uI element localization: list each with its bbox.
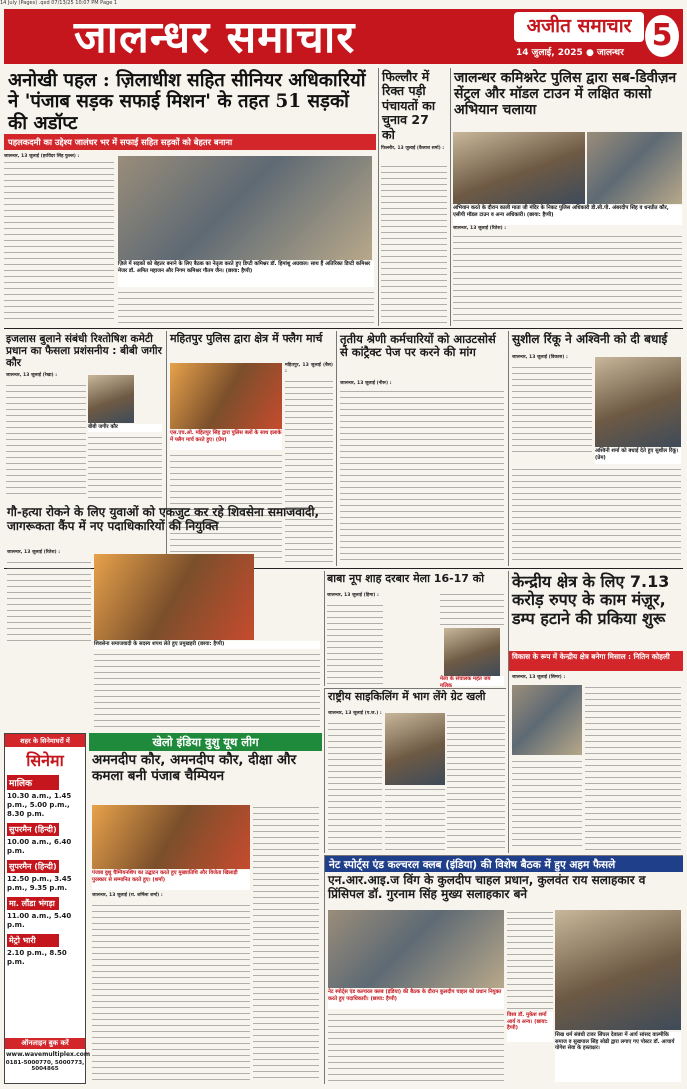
story-jagir-kaur-headline: इजलास बुलाने संबंधी रिश्तोषिश कमेटी प्रधान का फैसला प्रशंसनीय : बीबी जगीर कौर xyxy=(6,333,162,370)
body-lines xyxy=(585,685,681,851)
story-caso-headline: जालन्धर कमिश्नरेट पुलिस द्वारा सब-डिवीज़न सेंट्रल और मॉडल टाउन में लक्षित कासो अभियान चलाया xyxy=(454,70,677,119)
story-adopt-roads-headline: अनोखी पहल : ज़िलाधीश सहित सीनियर अधिकारियों ने 'पंजाब सड़क सफाई मिशन' के तहत 51 सड़कों की अडॉप्ट xyxy=(8,70,366,134)
caso-photo-2 xyxy=(587,132,682,204)
story-flag-march-dateline: महितपुर, 13 जुलाई (बैस) : xyxy=(285,363,333,375)
story-adopt-roads-subhead: पहलकदमी का उद्देश्य जालंधर भर में सफाई सहित सड़कों को बेहतर बनाना xyxy=(4,134,376,150)
story-great-khali-body xyxy=(328,711,382,717)
story-adopt-roads-body-col1 xyxy=(4,154,114,326)
masthead-city: जालन्धर xyxy=(596,48,624,58)
body-lines xyxy=(512,365,592,457)
handover-caption: विश्व डॉ. मुकेश शर्मा आर्य व अन्य। (छाया: हैप्पी) xyxy=(507,1012,553,1042)
flag-march-photo xyxy=(170,363,282,429)
masthead-date: 14 जुलाई, 2025 xyxy=(516,48,583,58)
jagir-kaur-caption: बीबी जगीर कौर xyxy=(88,424,162,432)
cinema-phone: 0181-5000770, 5000773, 5004865 xyxy=(5,1060,85,1072)
story-wushu-body xyxy=(92,893,250,899)
story-outsource xyxy=(336,331,506,566)
masthead-publisher: अजीत समाचार xyxy=(526,15,632,37)
page-number-text: 5 xyxy=(651,18,673,53)
body-lines-lower xyxy=(118,290,374,326)
cinema-entry-times: 11.00 a.m., 5.40 p.m. xyxy=(7,912,72,929)
story-wushu-dateline: जालन्धर, 13 जुलाई (रा. शर्मिला शर्मा) : xyxy=(92,893,163,898)
story-central-works-headline: केन्द्रीय क्षेत्र के लिए 7.13 करोड़ रुपए के काम मंज़ूर, डम्प हटाने की प्रकिया शुरू xyxy=(512,572,670,628)
story-adopt-roads-dateline: जालन्धर, 13 जुलाई (हरविंदर सिंह फुल्ल) : xyxy=(4,154,80,159)
rinku-caption: अश्विनी शर्मा को बधाई देते हुए सुशील रिंकू। (प्रेम) xyxy=(595,448,681,464)
handover-photo xyxy=(555,910,681,1030)
story-shivsena-body xyxy=(7,550,91,556)
story-wushu xyxy=(89,733,322,1084)
meeting-photo-caption: ज़िले में सड़कों को बेहतर बनाने के लिए बैठक का नेतृत्व करते हुए डिप्टी कमिश्नर डॉ. हिमांशु अग्रवाल। साथ हैं अतिरिक्त डिप्टी कमिश्नर मेजर डॉ. अमित महाजन और निगम कमिश्नर गौतम जैन। (छाया: हैप्पी) xyxy=(118,261,374,287)
masthead-publisher-box xyxy=(514,12,644,42)
story-central-works-dateline: जालन्धर, 13 जुलाई (सिमर) : xyxy=(512,675,566,680)
body-lines xyxy=(512,467,681,563)
cinema-entry-name: सुपरमैन (हिन्दी) xyxy=(7,860,59,873)
body-lines xyxy=(328,721,382,851)
story-baba-noop-shah-right xyxy=(440,592,504,689)
story-sushil-rinku-headline: सुशील रिंकू ने अश्विनी को दी बधाई xyxy=(512,332,668,346)
jagir-kaur-photo xyxy=(88,375,134,423)
cinema-entry xyxy=(5,858,85,895)
story-baba-noop-shah-dateline: जालन्धर, 13 जुलाई (हिमा) : xyxy=(327,593,379,598)
print-slug-text: 14 July (Pages) .qxd 07/13/25 10:07 PM Page 1 xyxy=(0,0,118,6)
body-lines xyxy=(94,652,320,728)
masthead-title-part1: जालन्धर xyxy=(74,12,211,63)
cinema-label: शहर के सिनेमाघरों में xyxy=(5,734,85,747)
story-caso-dateline: जालन्धर, 13 जुलाई (रितेश) : xyxy=(453,226,507,231)
story-baba-noop-shah-body xyxy=(327,593,383,599)
cinema-entry-times: 12.50 p.m., 3.45 p.m., 9.35 p.m. xyxy=(7,875,72,892)
story-shivsena xyxy=(4,504,322,730)
story-sushil-rinku-dateline: जालन्धर, 13 जुलाई (विकास) : xyxy=(512,355,568,360)
story-central-works-subhead: विकास के रूप में केन्द्रीय क्षेत्र बनेगा मिसाल : नितिन कोहली xyxy=(509,651,683,671)
cinema-entry-name: सुपरमैन (हिन्दी) xyxy=(7,823,59,836)
cinema-entry xyxy=(5,932,85,969)
story-adopt-roads xyxy=(4,68,376,326)
net-sports-photo xyxy=(328,910,504,988)
masthead-dateline xyxy=(516,45,644,59)
story-jagir-kaur-body xyxy=(6,373,86,379)
story-phillaur-dateline: फिल्लौर, 13 जुलाई (कैलाश शर्मा) : xyxy=(381,146,445,151)
story-net-sports-subheadline: एन.आर.आइ.ज विंग के कुलदीप चाहल प्रधान, कुलवंत राय सलाहकार व प्रिंसिपल डॉ. गुरनाम सिंह मुख्य सलाहकार बने xyxy=(328,873,646,901)
body-lines xyxy=(7,560,91,644)
story-baba-noop-shah-headline: बाबा नूप शाह दरबार मेला 16-17 को xyxy=(327,572,485,585)
separator xyxy=(4,328,683,329)
cinema-entry xyxy=(5,773,85,821)
masthead-title-part2: समाचार xyxy=(226,12,356,63)
story-net-sports-headline: नेट स्पोर्ट्स एंड कल्चरल क्लब (इंडिया) की विशेष बैठक में हुए अहम फैसले xyxy=(325,856,683,872)
bottom-caption: सिख धर्म संबंधी टावर सिंघल देवाला में आर्य सांसद वाल्मीकि समाज व सुखपाल सिंह सोढी द्वारा लगाए गए पोस्टर डॉ. आचार्य योगेश सेवा के हस्ताक्षर। xyxy=(555,1032,681,1082)
nitin-kohli-photo xyxy=(512,685,582,755)
body-lines xyxy=(385,787,445,851)
story-jagir-kaur-dateline: जालन्धर, 13 जुलाई (रेखा) : xyxy=(6,373,58,378)
meeting-photo xyxy=(118,156,372,260)
story-flag-march-headline: महितपुर पुलिस द्वारा क्षेत्र में फ्लैग मार्च xyxy=(170,332,323,345)
story-caso-operation xyxy=(450,68,683,326)
mahant-caption: मेला के संचालक महंत जय मलिक xyxy=(440,676,504,686)
cinema-entry-name: मा. लौंडा भंगड़ा xyxy=(7,897,59,910)
body-lines xyxy=(440,592,504,626)
story-flag-march-body xyxy=(285,363,333,375)
shivsena-caption: शिवसेना समाजवादी के सदस्य शपथ लेते हुए प्रमुखहरी (छाया: हैप्पी) xyxy=(94,641,320,649)
masthead xyxy=(4,9,683,64)
cinema-entry-times: 2.10 p.m., 8.50 p.m. xyxy=(7,949,67,966)
body-lines xyxy=(92,903,250,1081)
body-lines xyxy=(381,164,447,324)
story-outsource-dateline: जालन्धर, 13 जुलाई (नीरू) : xyxy=(340,381,392,386)
story-phillaur xyxy=(378,68,448,326)
page-number xyxy=(645,15,679,57)
story-phillaur-headline: फिल्लौर में रिक्त पड़ी पंचायतों का चुनाव 27 को xyxy=(382,69,436,142)
story-wushu-subheadline: अमनदीप कौर, अमनदीप कौर, दीक्षा और कमला बनी पंजाब चैम्पियन xyxy=(92,752,297,784)
body-lines xyxy=(340,389,504,563)
story-great-khali-headline: राष्ट्रीय साइकिलिंग में भाग लेंगे ग्रेट खली xyxy=(328,690,486,703)
body-lines xyxy=(88,435,162,499)
story-outsource-headline: तृतीय श्रेणी कर्मचारियों को आउटसोर्स से कांट्रैक्ट पेज पर करने की मांग xyxy=(340,332,496,360)
rinku-photo xyxy=(595,357,681,447)
caso-photo-caption: अभियान करते के दौरान काली माता जी मंदिर के निकट पुलिस अधिकारी डी.सी.पी. अंबरदीप सिंह व धनप्रीत कौर, एसीपी मॉडल टाउन व अन्य अधिकारी। (छाया: हैप्पी) xyxy=(453,205,682,225)
story-net-sports xyxy=(324,855,683,1084)
story-great-khali xyxy=(324,688,506,853)
cinema-entry xyxy=(5,895,85,932)
body-lines xyxy=(6,383,86,499)
body-lines xyxy=(4,160,114,320)
cinema-entry-times: 10.00 a.m., 6.40 p.m. xyxy=(7,838,72,855)
net-sports-caption: नेट स्पोर्ट्स एंड कल्चरल क्लब (इंडिया) की बैठक के दौरान कुलदीप चाहल को प्रधान नियुक्त करते हुए पदाधिकारी। (छाया: हैप्पी) xyxy=(328,989,504,1009)
cinema-site[interactable]: www.wavemultiplex.com xyxy=(6,1051,91,1058)
story-outsource-body xyxy=(340,381,504,387)
shivsena-photo xyxy=(94,554,254,640)
story-jagir-kaur xyxy=(4,331,164,501)
cinema-booking: ऑनलाइन बुक करें xyxy=(5,1038,85,1049)
cinema-listing xyxy=(4,733,91,1084)
story-phillaur-body xyxy=(379,146,448,152)
story-great-khali-dateline: जालन्धर, 13 जुलाई (प.ज.) : xyxy=(328,711,382,716)
body-lines xyxy=(327,603,383,685)
wushu-caption: पंजाब वुशु चैम्पियनशिप का उद्घाटन करते हुए मुख्यातिथि और विजेता खिलाड़ी पुरस्कार से सम्मानित करते हुए। (शर्मा) xyxy=(92,870,250,890)
masthead-title xyxy=(74,5,394,65)
wushu-photo xyxy=(92,805,250,869)
body-lines xyxy=(447,713,505,851)
cinema-booking-box xyxy=(5,1038,91,1083)
story-wushu-headline: खेलो इंडिया वुशु यूथ लीग xyxy=(89,733,322,751)
story-central-works xyxy=(508,571,683,853)
story-sushil-rinku xyxy=(508,331,683,566)
story-sushil-rinku-body xyxy=(512,355,592,361)
cinema-entry-name: मालिक xyxy=(7,775,59,790)
body-lines xyxy=(328,1012,504,1082)
story-central-works-body xyxy=(512,675,681,681)
story-shivsena-dateline: जालन्धर, 13 जुलाई (रितेश) : xyxy=(7,550,61,555)
body-lines xyxy=(253,805,319,1081)
cinema-entry-times: 10.30 a.m., 1.45 p.m., 5.00 p.m., 8.30 p.m. xyxy=(7,792,72,818)
caso-photo-1 xyxy=(453,132,585,204)
flag-march-caption: एस.एच.ओ. महितपुर सिंह द्वारा पुलिस बलों के साथ इलाके में फ्लैग मार्च करते हुए। (प्रेम) xyxy=(170,430,282,450)
body-lines xyxy=(512,759,582,851)
story-shivsena-headline: गौ-हत्या रोकने के लिए युवाओं को एकजुट कर रहे शिवसेना समाजवादी, जागरूकता कैंप में नए पदाधिकारियों की नियुक्ति xyxy=(7,505,320,533)
body-lines xyxy=(453,234,682,324)
khali-photo xyxy=(385,713,445,785)
body-lines xyxy=(507,910,553,1010)
masthead-date-sep: ● xyxy=(585,48,597,58)
cinema-title: सिनेमा xyxy=(26,751,64,770)
mahant-photo xyxy=(444,628,500,676)
story-caso-body xyxy=(453,226,682,232)
cinema-entry xyxy=(5,821,85,858)
cinema-entry-name: मेट्रो भारी xyxy=(7,934,59,947)
